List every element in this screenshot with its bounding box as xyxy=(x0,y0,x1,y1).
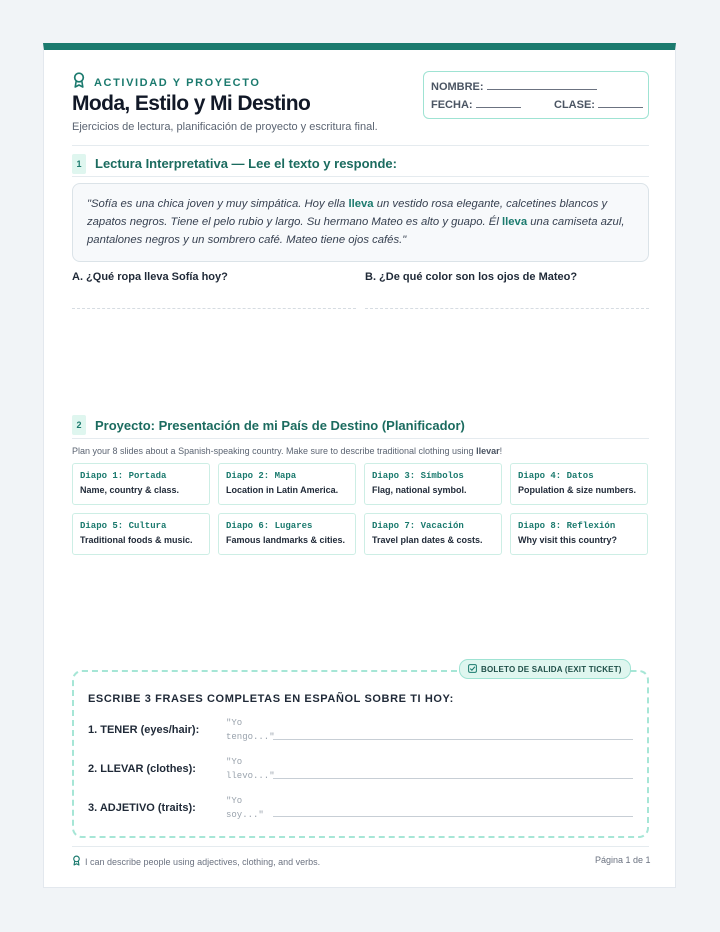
slide-title: Diapo 3: Símbolos xyxy=(372,471,464,481)
slide-desc: Traditional foods & music. xyxy=(80,535,193,545)
slide-title: Diapo 5: Cultura xyxy=(80,521,167,531)
slide-card xyxy=(510,463,648,505)
passage-text: "Sofía es una chica joven y muy simpática. Hoy ella xyxy=(87,198,349,210)
worksheet-page xyxy=(43,43,676,888)
date-field[interactable] xyxy=(431,97,521,111)
footer-goal xyxy=(72,855,320,868)
project-instructions xyxy=(72,446,502,456)
section-number: 1 xyxy=(72,154,86,174)
exit-answer-line[interactable] xyxy=(273,739,633,740)
exit-item-placeholder: "Yo tengo..." xyxy=(226,718,275,742)
slide-desc: Why visit this country? xyxy=(518,535,618,545)
slide-card xyxy=(72,513,210,555)
slide-desc: Name, country & class. xyxy=(80,485,180,495)
passage-text: una camiseta azul, pantalones negros y un sombrero café. Mateo tiene ojos cafés." xyxy=(87,216,625,246)
slide-title: Diapo 6: Lugares xyxy=(226,521,313,531)
slide-card xyxy=(72,463,210,505)
name-label: NOMBRE: xyxy=(431,81,484,93)
answer-line-b[interactable] xyxy=(365,308,649,309)
exit-ticket-badge xyxy=(459,659,631,679)
divider xyxy=(72,846,649,847)
passage-text: un vestido rosa elegante, calcetines blancos y zapatos negros. Tiene el pelo rubio y largo. Su hermano Mateo es alto y guapo. Él xyxy=(87,198,608,228)
footer-goal-text: I can describe people using adjectives, clothing, and verbs. xyxy=(85,856,321,867)
keyword: lleva xyxy=(348,198,374,210)
slide-card xyxy=(364,513,502,555)
question-a: A. ¿Qué ropa lleva Sofía hoy? xyxy=(72,271,228,283)
badge-label: BOLETO DE SALIDA (EXIT TICKET) xyxy=(481,664,622,674)
ribbon-icon xyxy=(72,72,86,93)
page-subtitle: Ejercicios de lectura, planificación de proyecto y escritura final. xyxy=(72,121,378,133)
exit-answer-line[interactable] xyxy=(273,816,633,817)
eyebrow xyxy=(72,72,260,93)
name-field[interactable] xyxy=(431,79,597,93)
class-field[interactable] xyxy=(554,97,643,111)
divider xyxy=(72,438,649,439)
exit-item-label: 1. TENER (eyes/hair): xyxy=(88,724,200,736)
student-info-box xyxy=(423,71,649,119)
slide-card xyxy=(218,513,356,555)
divider xyxy=(72,176,649,177)
slide-title: Diapo 7: Vacación xyxy=(372,521,464,531)
section-title: Proyecto: Presentación de mi País de Destino (Planificador) xyxy=(95,418,465,433)
exit-answer-line[interactable] xyxy=(273,778,633,779)
checkbox-icon xyxy=(468,664,477,675)
slide-desc: Famous landmarks & cities. xyxy=(226,535,346,545)
name-line[interactable] xyxy=(487,79,597,90)
class-label: CLASE: xyxy=(554,99,595,111)
exit-item-label: 2. LLEVAR (clothes): xyxy=(88,763,196,775)
keyword: llevar xyxy=(476,446,500,456)
answer-line-a[interactable] xyxy=(72,308,356,309)
slide-desc: Flag, national symbol. xyxy=(372,485,467,495)
ribbon-icon xyxy=(72,855,81,868)
slide-title: Diapo 1: Portada xyxy=(80,471,167,481)
page-number: Página 1 de 1 xyxy=(595,855,651,865)
reading-passage xyxy=(72,183,649,262)
instructions-text: Plan your 8 slides about a Spanish-speaking country. Make sure to describe traditional clothing using xyxy=(72,446,477,456)
page-title: Moda, Estilo y Mi Destino xyxy=(72,92,311,115)
class-line[interactable] xyxy=(598,97,643,108)
slide-title: Diapo 4: Datos xyxy=(518,471,594,481)
instructions-text: ! xyxy=(499,446,503,456)
slide-desc: Travel plan dates & costs. xyxy=(372,535,483,545)
date-line[interactable] xyxy=(476,97,521,108)
section-title: Lectura Interpretativa — Lee el texto y responde: xyxy=(95,156,397,171)
divider xyxy=(72,145,649,146)
keyword: lleva xyxy=(502,216,528,228)
slide-card xyxy=(218,463,356,505)
slide-title: Diapo 8: Reflexión xyxy=(518,521,616,531)
question-b: B. ¿De qué color son los ojos de Mateo? xyxy=(365,271,578,283)
exit-item-label: 3. ADJETIVO (traits): xyxy=(88,802,196,814)
exit-item-placeholder: "Yo soy..." xyxy=(226,796,264,820)
slide-card xyxy=(364,463,502,505)
slide-desc: Location in Latin America. xyxy=(226,485,339,495)
slide-title: Diapo 2: Mapa xyxy=(226,471,297,481)
slide-card xyxy=(510,513,648,555)
slide-desc: Population & size numbers. xyxy=(518,485,637,495)
exit-ticket-heading: ESCRIBE 3 FRASES COMPLETAS EN ESPAÑOL SOBRE TI HOY: xyxy=(88,693,454,705)
eyebrow-text: ACTIVIDAD Y PROYECTO xyxy=(94,76,261,89)
exit-item-placeholder: "Yo llevo..." xyxy=(226,757,275,781)
section-number: 2 xyxy=(72,415,86,435)
date-label: FECHA: xyxy=(431,99,473,111)
